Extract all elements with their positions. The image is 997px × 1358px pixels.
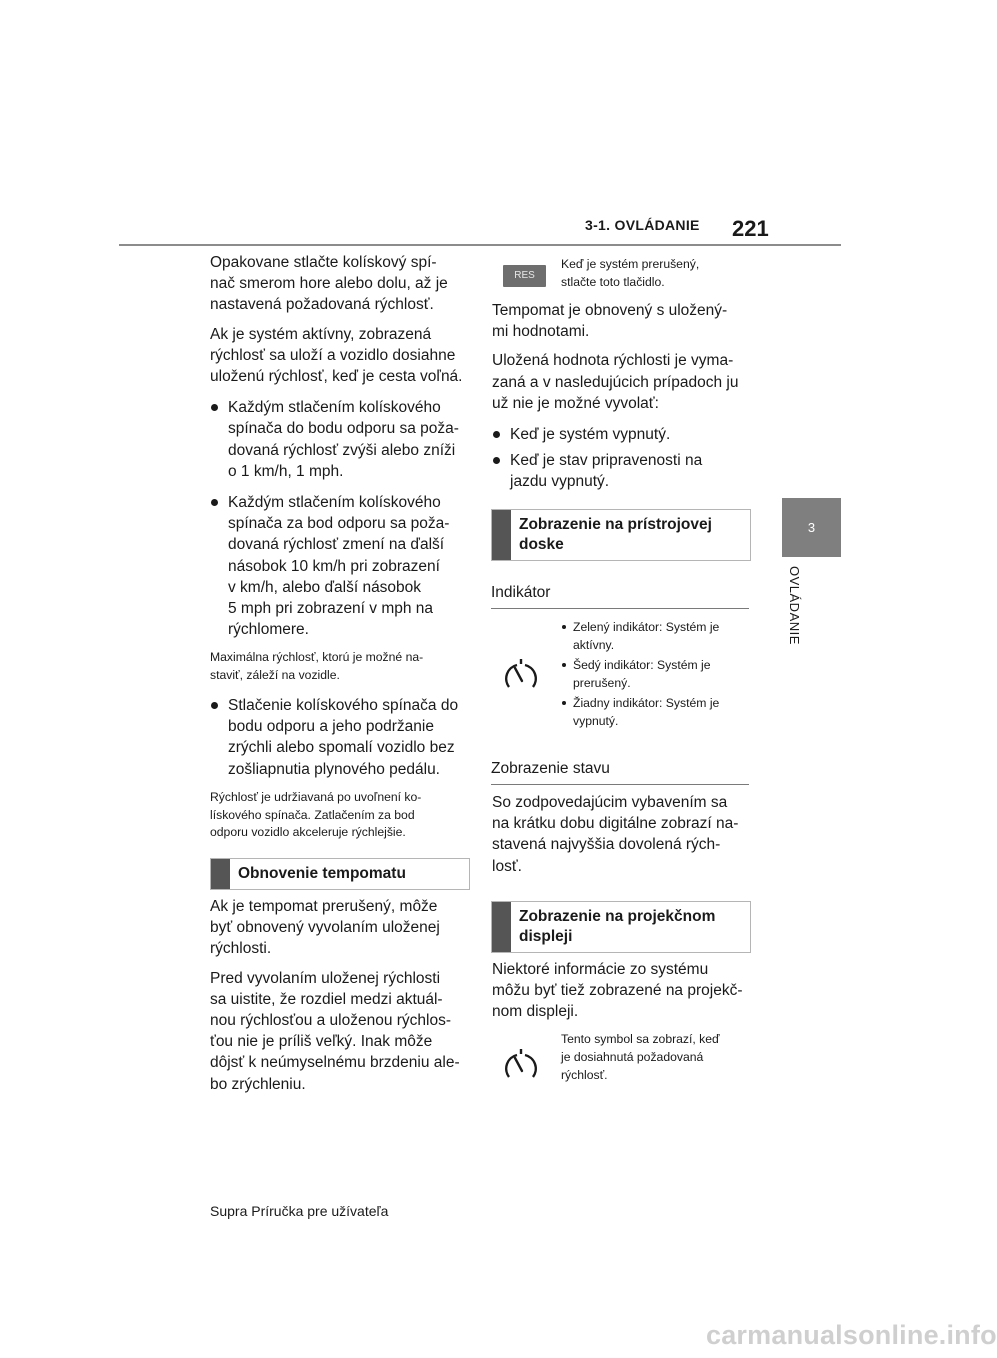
cruise-speedometer-icon	[503, 657, 539, 693]
manual-title: Supra Príručka pre užívateľa	[210, 1203, 389, 1219]
section-title: 3-1. OVLÁDANIE	[585, 217, 700, 233]
list-item: Keď je stav pripravenosti na jazdu vypnutý.	[492, 450, 754, 492]
status-header: Zobrazenie stavu	[491, 760, 749, 785]
list-item: Šedý indikátor: Systém je prerušený.	[561, 657, 751, 692]
note: Rýchlosť je udržiavaná po uvoľnení ko- lískového spínača. Zatlačením za bod odporu vozidlo akceleruje rýchlejšie.	[210, 789, 422, 840]
heading-text: Zobrazenie na prístrojovej doske	[519, 515, 712, 553]
paragraph: Ak je systém aktívny, zobrazená rýchlosť sa uloží a vozidlo dosiahne uloženú rýchlosť, keď je cesta voľná.	[210, 325, 463, 386]
note: Maximálna rýchlosť, ktorú je možné na- staviť, záleží na vozidle.	[210, 650, 424, 683]
paragraph: Opakovane stlačte kolískový spí- nač smerom hore alebo dolu, až je nastavená požadovaná rýchlosť.	[210, 254, 448, 314]
header-rule	[119, 244, 841, 246]
hud-caption: Tento symbol sa zobrazí, keď je dosiahnutá požadovaná rýchlosť.	[561, 1032, 720, 1082]
paragraph: So zodpovedajúcim vybavením sa na krátku dobu digitálne zobrazí na- stavená najvyššia dovolená rých- losť.	[492, 794, 739, 875]
heading-text: Obnovenie tempomatu	[238, 864, 406, 882]
list-item: Každým stlačením kolískového spínača za bod odporu sa poža- dovaná rýchlosť zmení na ďalší násobok 10 km/h pri zobrazení v km/h, alebo ďalší násobok 5 mph pri zobrazení v mph na rýchlomere.	[210, 492, 475, 640]
heading-cluster	[491, 509, 751, 561]
chapter-tab	[782, 498, 841, 557]
paragraph: Niektoré informácie zo systému môžu byť tiež zobrazené na projekč- nom displeji.	[492, 961, 743, 1021]
heading-bar	[211, 859, 230, 889]
paragraph: Uložená hodnota rýchlosti je vyma- zaná a v nasledujúcich prípadoch ju už nie je možné vyvolať:	[492, 352, 739, 412]
list-item: Zelený indikátor: Systém je aktívny.	[561, 619, 751, 654]
res-caption: Keď je systém prerušený, stlačte toto tlačidlo.	[561, 257, 700, 289]
paragraph: Ak je tempomat prerušený, môže byť obnovený vyvolaním uloženej rýchlosti.	[210, 898, 440, 958]
watermark: carmanualsonline.info	[706, 1320, 997, 1350]
heading-bar	[492, 510, 511, 560]
res-button: RES	[503, 265, 546, 287]
left-column	[210, 252, 475, 842]
heading-resume	[210, 858, 470, 890]
paragraph: Pred vyvolaním uloženej rýchlosti sa uistite, že rozdiel medzi aktuál- nou rýchlosťou a uloženou rýchlos- ťou nie je príliš veľký. Inak môže dôjsť k neúmyselnému brzdeniu ale- bo zrýchleniu.	[210, 969, 460, 1093]
cruise-speedometer-icon	[503, 1047, 539, 1083]
indicator-list	[561, 619, 751, 731]
list-item: Stlačenie kolískového spínača do bodu odporu a jeho podržanie zrýchli alebo spomalí vozidlo bez zošliapnutia plynového pedálu.	[210, 695, 475, 780]
indicator-header: Indikátor	[491, 584, 749, 609]
list-item: Každým stlačením kolískového spínača do bodu odporu sa poža- dovaná rýchlosť zvýši alebo zníži o 1 km/h, 1 mph.	[210, 397, 475, 482]
heading-bar	[492, 902, 511, 952]
chapter-number: 3	[807, 520, 816, 535]
chapter-label: OVLÁDANIE	[787, 566, 802, 645]
left-column-lower	[210, 896, 475, 1095]
paragraph: Tempomat je obnovený s uložený- mi hodnotami.	[492, 302, 728, 341]
right-column-upper	[492, 300, 754, 493]
list-item: Žiadny indikátor: Systém je vypnutý.	[561, 695, 751, 730]
page-number: 221	[732, 216, 769, 241]
heading-text: Zobrazenie na projekčnom displeji	[519, 907, 716, 945]
heading-hud	[491, 901, 751, 953]
list-item: Keď je systém vypnutý.	[492, 424, 754, 445]
